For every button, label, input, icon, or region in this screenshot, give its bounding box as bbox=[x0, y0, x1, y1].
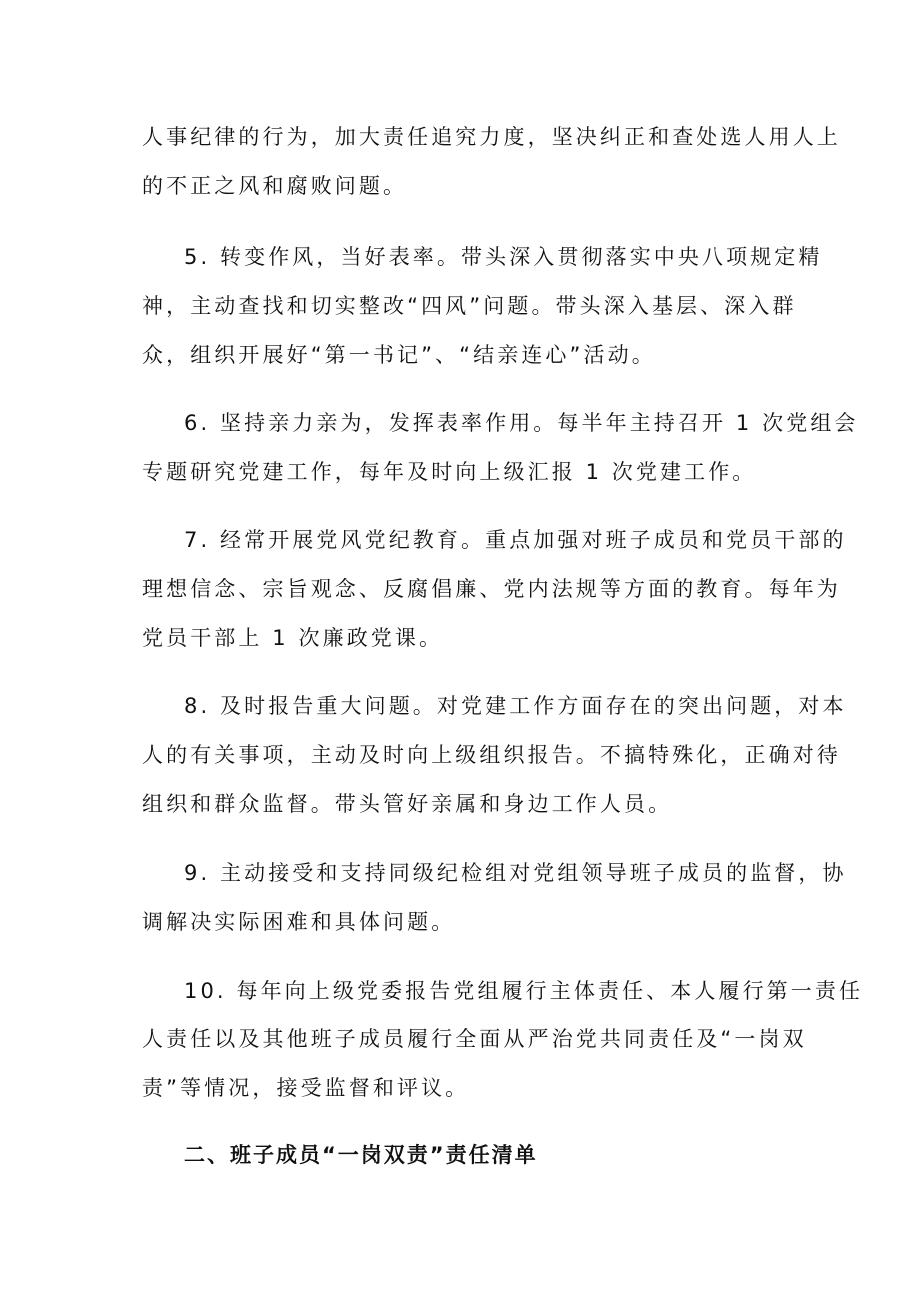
paragraph-line: 人事纪律的行为，加大责任追究力度，坚决纠正和查处选人用人上 bbox=[142, 125, 841, 149]
paragraph-line: 专题研究党建工作，每年及时向上级汇报 1 次党建工作。 bbox=[142, 460, 757, 484]
paragraph-line: 众，组织开展好“第一书记”、“结亲连心”活动。 bbox=[142, 343, 656, 367]
paragraph-line: 9. 主动接受和支持同级纪检组对党组领导班子成员的监督，协 bbox=[184, 861, 847, 885]
paragraph-line: 人责任以及其他班子成员履行全面从严治党共同责任及“一岗双 bbox=[142, 1027, 807, 1051]
paragraph-line: 10. 每年向上级党委报告党组履行主体责任、本人履行第一责任 bbox=[184, 979, 864, 1003]
paragraph-line: 组织和群众监督。带头管好亲属和身边工作人员。 bbox=[142, 792, 673, 816]
paragraph-line: 6. 坚持亲力亲为，发挥表率作用。每半年主持召开 1 次党组会 bbox=[184, 411, 859, 435]
paragraph-line: 8. 及时报告重大问题。对党建工作方面存在的突出问题，对本 bbox=[184, 694, 847, 718]
paragraph-line: 调解决实际困难和具体问题。 bbox=[142, 910, 456, 934]
paragraph-line: 责”等情况，接受监督和评议。 bbox=[142, 1076, 470, 1100]
paragraph-line: 人的有关事项，主动及时向上级组织报告。不搞特殊化，正确对待 bbox=[142, 743, 841, 767]
paragraph-line: 5. 转变作风，当好表率。带头深入贯彻落实中央八项规定精 bbox=[184, 245, 823, 269]
paragraph-line: 党员干部上 1 次廉政党课。 bbox=[142, 626, 444, 650]
section-heading: 二、班子成员“一岗双责”责任清单 bbox=[184, 1143, 538, 1167]
paragraph-line: 理想信念、宗旨观念、反腐倡廉、党内法规等方面的教育。每年为 bbox=[142, 577, 841, 601]
paragraph-line: 7. 经常开展党风党纪教育。重点加强对班子成员和党员干部的 bbox=[184, 528, 847, 552]
paragraph-line: 神，主动查找和切实整改“四风”问题。带头深入基层、深入群 bbox=[142, 294, 797, 318]
paragraph-line: 的不正之风和腐败问题。 bbox=[142, 174, 408, 198]
